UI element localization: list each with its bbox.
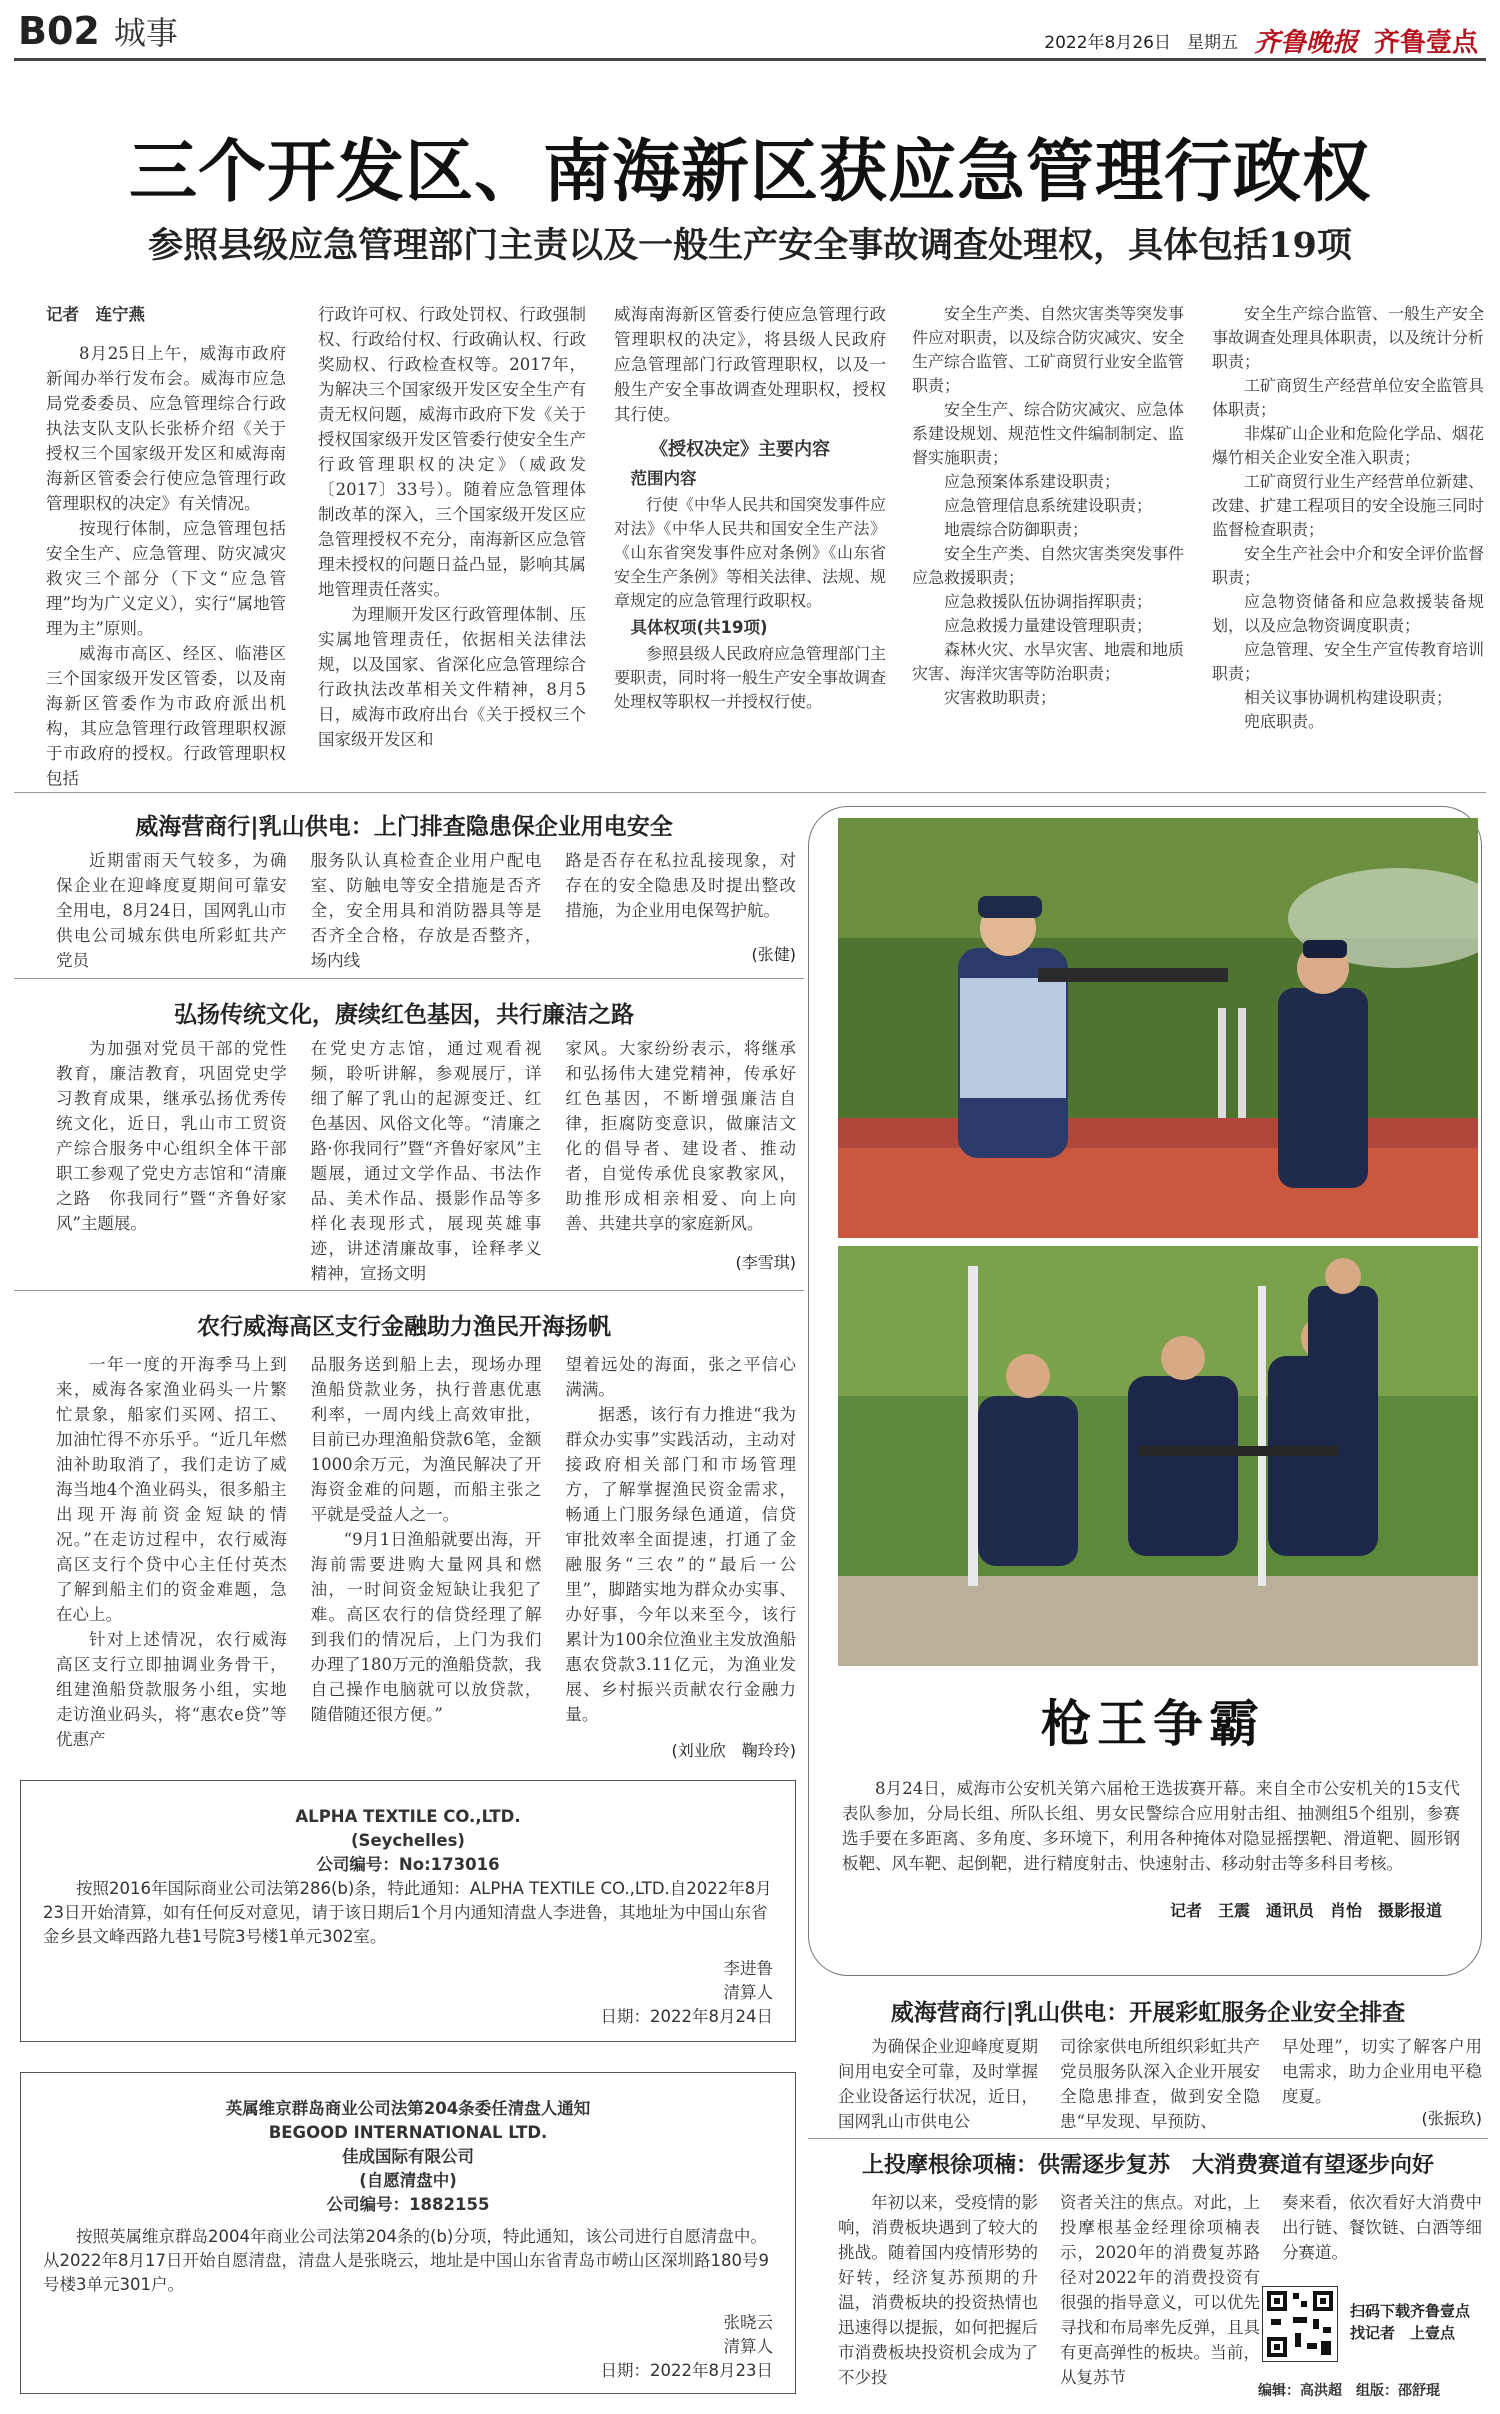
photo-feature-title: 枪王争霸 bbox=[1041, 1695, 1265, 1753]
duty-item: 应急物资储备和应急救援装备规划，以及应急物资调度职责； bbox=[1212, 592, 1484, 635]
lead-paragraph: 威海市高区、经区、临港区三个国家级开发区管委，以及南海新区管委作为市政府派出机构，其应急管理行政管理职权源于市政府的授权。行政管理职权包括 bbox=[46, 644, 286, 788]
story2-signature: (李雪琪) bbox=[735, 1253, 796, 1272]
qr-caption: 扫码下载齐鲁壹点 找记者 上壹点 bbox=[1350, 2302, 1471, 2342]
story1-paragraph: 服务队认真检查企业用户配电室、防触电等安全措施是否齐全，安全用具和消防器具等是否齐全合格，存放是否整齐，场内线 bbox=[310, 851, 542, 970]
notice2-heading: 英属维京群岛商业公司法第204条委任清盘人通知 bbox=[225, 2099, 591, 2118]
notice1-text: 按照2016年国际商业公司法第286(b)条，特此通知：ALPHA TEXTILE CO.,LTD.自2022年8月23日开始清算，如有任何反对意见，请于该日期后1个月内通知清盘人李进鲁，其地址为中国山东省金乡县文峰西路九巷1号院3号楼1单元302室。 bbox=[43, 1879, 772, 1946]
duty-item: 非煤矿山企业和危险化学品、烟花爆竹相关企业安全准入职责； bbox=[1212, 424, 1485, 467]
lead-paragraph: 威海南海新区管委行使应急管理行政管理职权的决定》，将县级人民政府应急管理部门行政管理职权，以及一般生产安全事故调查处理职权，授权其行使。 bbox=[614, 305, 886, 424]
photo-feature-paragraph: 8月24日，威海市公安机关第六届枪王选拔赛开幕。来自全市公安机关的15支代表队参加，分局长组、所队长组、男女民警综合应用射击组、抽测组5个组别，参赛选手要在多距离、多角度、多环境下，利用各种掩体对隐显摇摆靶、滑道靶、圆形钢板靶、风车靶、起倒靶，进行精度射击、快速射击、移动射击等多科目考核。 bbox=[842, 1779, 1460, 1873]
duty-item: 相关议事协调机构建设职责； bbox=[1244, 688, 1453, 707]
liquidation-notice-1 bbox=[20, 1780, 796, 2042]
notice2-role: 清算人 bbox=[723, 2337, 773, 2356]
lead-paragraph: 行使《中华人民共和国突发事件应对法》《中华人民共和国安全生产法》《山东省突发事件应对条例》《山东省安全生产条例》等相关法律、法规、规章规定的应急管理行政职权。 bbox=[614, 495, 887, 610]
duty-item: 应急预案体系建设职责； bbox=[944, 472, 1121, 491]
notice2-date: 日期：2022年8月23日 bbox=[600, 2361, 773, 2380]
story3-paragraph: 一年一度的开海季马上到来，威海各家渔业码头一片繁忙景象，船家们买网、招工、加油忙得不亦乐乎。“近几年燃油补助取消了，我们走访了威海当地4个渔业码头，很多船主出现开海前资金短缺的情况。”在走访过程中，农行威海高区支行个贷中心主任付英杰了解到船主们的资金难题，急在心上。 bbox=[56, 1355, 287, 1624]
story5-paragraph: 资者关注的焦点。对此，上投摩根基金经理徐项楠表示，2020年的消费复苏路径对2022年的消费投资有很强的指导意义，可以优先寻找和布局率先反弹，且具有更高弹性的板块。当前，从复苏节 bbox=[1060, 2193, 1260, 2387]
story5-body bbox=[838, 2190, 1482, 2390]
duty-item: 应急管理、安全生产宣传教育培训职责； bbox=[1212, 640, 1485, 683]
lead-column-4 bbox=[912, 302, 1184, 710]
story3-paragraph: 望着远处的海面，张之平信心满满。 bbox=[565, 1355, 797, 1399]
lead-headline: 三个开发区、南海新区获应急管理行政权 bbox=[128, 133, 1371, 212]
duty-item: 安全生产类、自然灾害类突发事件应急救援职责； bbox=[912, 544, 1185, 587]
duty-item: 安全生产社会中介和安全评价监督职责； bbox=[1212, 544, 1485, 587]
page-header-left bbox=[18, 8, 178, 54]
lead-byline: 记者 连宁燕 bbox=[46, 305, 145, 324]
page-header-right bbox=[1044, 22, 1478, 59]
story4-signature: (张振玖) bbox=[1421, 2109, 1482, 2128]
duty-item: 应急管理信息系统建设职责； bbox=[944, 496, 1153, 515]
issue-date: 2022年8月26日 bbox=[1044, 33, 1171, 53]
header-rule bbox=[14, 58, 1486, 61]
notice2-text: 按照英属维京群岛2004年商业公司法第204条的(b)分项，特此通知，该公司进行自愿清盘中。从2022年8月17日开始自愿清盘，清盘人是张晓云，地址是中国山东省青岛市崂山区深圳路180号9号楼3单元301户。 bbox=[43, 2227, 769, 2294]
duty-item: 工矿商贸生产经营单位安全监管具体职责； bbox=[1212, 376, 1485, 419]
notice1-number: 公司编号：No:173016 bbox=[316, 1855, 500, 1874]
story1-title: 威海营商行|乳山供电：上门排查隐患保企业用电安全 bbox=[135, 814, 673, 840]
lead-paragraph: 行政许可权、行政处罚权、行政强制权、行政给付权、行政确认权、行政奖励权、行政检查权等。2017年，为解决三个国家级开发区安全生产有责无权问题，威海市政府下发《关于授权国家级开发区管委行使安全生产行政管理职权的决定》（威政发〔2017〕33号）。随着应急管理体制改革的深入，三个国家级开发区应急管理授权不充分，南海新区应急管理未授权的问题日益凸显，影响其属地管理责任落实。 bbox=[318, 305, 586, 599]
story3-column bbox=[311, 1352, 542, 1752]
shooting-photo-1 bbox=[838, 818, 1478, 1238]
story5-paragraph: 年初以来，受疫情的影响，消费板块遇到了较大的挑战。随着国内疫情形势的好转，经济复苏预期的升温，消费板块的投资热情也迅速得以提振，如何把握后市消费板块投资机会成为了不少投 bbox=[838, 2193, 1038, 2387]
story3-paragraph: 品服务送到船上去，现场办理渔船贷款业务，执行普惠优惠利率，一周内线上高效审批，目前已办理渔船贷款6笔，金额1000余万元，为渔民解决了开海资金难的问题，而船主张之平就是受益人之一。 bbox=[310, 1355, 542, 1524]
notice1-date: 日期：2022年8月24日 bbox=[600, 2007, 773, 2026]
shooting-photo-1-image bbox=[838, 818, 1478, 1238]
story1-paragraph: 近期雷雨天气较多，为确保企业在迎峰度夏期间可靠安全用电，8月24日，国网乳山市供电公司城东供电所彩虹共产党员 bbox=[56, 851, 287, 970]
duty-item: 应急救援队伍协调指挥职责； bbox=[944, 592, 1153, 611]
section-divider bbox=[14, 978, 804, 979]
story2-paragraph: 为加强对党员干部的党性教育，廉洁教育，巩固党史学习教育成果，继承弘扬优秀传统文化，近日，乳山市工贸资产综合服务中心组织全体干部职工参观了党史方志馆和“清廉之路 你我同行”暨“齐鲁好家风”主题展。 bbox=[56, 1039, 287, 1233]
section-divider bbox=[14, 792, 1486, 793]
duty-item: 灾害救助职责； bbox=[944, 688, 1057, 707]
section-divider bbox=[14, 1290, 804, 1291]
story4-title: 威海营商行|乳山供电：开展彩虹服务企业安全排查 bbox=[890, 2000, 1406, 2026]
story1-paragraph: 路是否存在私拉乱接现象，对存在的安全隐患及时提出整改措施，为企业用电保驾护航。 bbox=[565, 851, 797, 920]
lead-subheading: 范围内容 bbox=[630, 469, 697, 488]
duty-item: 地震综合防御职责； bbox=[944, 520, 1089, 539]
notice2-number: 公司编号：1882155 bbox=[326, 2195, 490, 2214]
duty-item: 工矿商贸行业生产经营单位新建、改建、扩建工程项目的安全设施三同时监督检查职责； bbox=[1212, 472, 1485, 539]
lead-column-5 bbox=[1212, 302, 1484, 734]
section-name: 城事 bbox=[113, 14, 178, 52]
duty-item: 应急救援力量建设管理职责； bbox=[944, 616, 1153, 635]
qr-code-image bbox=[1263, 2287, 1337, 2361]
shooting-photo-2-image bbox=[838, 1246, 1478, 1666]
page-number: B02 bbox=[18, 9, 100, 53]
newspaper-logo: 齐鲁晚报 bbox=[1253, 28, 1358, 58]
story3-signature: (刘业欣 鞠玲玲) bbox=[671, 1741, 796, 1760]
notice1-role: 清算人 bbox=[723, 1983, 773, 2002]
lead-column-1 bbox=[46, 302, 286, 791]
duty-item: 安全生产、综合防灾减灾、应急体系建设规划、规范性文件编制制定、监督实施职责； bbox=[912, 400, 1185, 467]
story3-column bbox=[565, 1352, 796, 1752]
liquidation-notice-2 bbox=[20, 2072, 796, 2394]
story4-paragraph: 司徐家供电所组织彩虹共产党员服务队深入企业开展安全隐患排查，做到安全隐患“早发现、早预防、 bbox=[1060, 2037, 1260, 2131]
lead-column-3 bbox=[614, 302, 886, 714]
duty-item: 森林火灾、水旱灾害、地震和地质灾害、海洋灾害等防治职责； bbox=[912, 640, 1185, 683]
notice2-company: BEGOOD INTERNATIONAL LTD. bbox=[268, 2123, 548, 2142]
lead-paragraph: 8月25日上午，威海市政府新闻办举行发布会。威海市应急局党委委员、应急管理综合行政执法支队支队长张桥介绍《关于授权三个国家级开发区和威海南海新区管委会行使应急管理行政管理职权的决定》有关情况。 bbox=[46, 344, 286, 513]
duty-item: 安全生产类、自然灾害类等突发事件应对职责，以及综合防灾减灾、安全生产综合监管、工矿商贸行业安全监管职责； bbox=[912, 304, 1185, 395]
story3-paragraph: 针对上述情况，农行威海高区支行立即抽调业务骨干，组建渔船贷款服务小组，实地走访渔业码头，将“惠农e贷”等优惠产 bbox=[56, 1630, 287, 1749]
duty-item: 兜底职责。 bbox=[1244, 712, 1325, 731]
story3-paragraph: 据悉，该行有力推进“我为群众办实事”实践活动，主动对接政府相关部门和市场管理方，了解掌握渔民资金需求，畅通上门服务绿色通道，信贷审批效率全面提速，打通了金融服务“三农”的“最后一公里”，脚踏实地为群众办实事、办好事，今年以来至今，该行累计为100余位渔业主发放渔船惠农贷款3.11亿元，为渔业发展、乡村振兴贡献农行金融力量。 bbox=[565, 1405, 797, 1724]
notice1-company: ALPHA TEXTILE CO.,LTD. bbox=[295, 1807, 521, 1826]
story4-paragraph: 为确保企业迎峰度夏期间用电安全可靠，及时掌握企业设备运行状况，近日，国网乳山市供电公 bbox=[838, 2037, 1038, 2131]
story3-title: 农行威海高区支行金融助力渔民开海扬帆 bbox=[197, 1314, 611, 1340]
story5-paragraph: 奏来看，依次看好大消费中出行链、餐饮链、白酒等细分赛道。 bbox=[1282, 2193, 1482, 2262]
story2-paragraph: 家风。大家纷纷表示，将继承和弘扬伟大建党精神，传承好红色基因，不断增强廉洁自律，拒腐防变意识，做廉洁文化的倡导者、建设者、推动者，自觉传承优良家教家风，助推形成相亲相爱、向上向善、共建共享的家庭新风。 bbox=[565, 1039, 797, 1233]
story1-signature: (张健) bbox=[751, 945, 796, 964]
notice2-company-cn: 佳成国际有限公司 bbox=[342, 2147, 474, 2166]
issue-weekday: 星期五 bbox=[1186, 33, 1238, 53]
lead-paragraph: 参照县级人民政府应急管理部门主要职责，同时将一般生产安全事故调查处理权等职权一并授权行使。 bbox=[614, 644, 887, 711]
story4-paragraph: 早处理”，切实了解客户用电需求，助力企业用电平稳度夏。 bbox=[1282, 2037, 1482, 2106]
section-divider bbox=[808, 2138, 1488, 2139]
notice2-status: (自愿清盘中) bbox=[359, 2171, 457, 2190]
photo-feature-body bbox=[842, 1776, 1460, 1876]
lead-subhead: 参照县级应急管理部门主责以及一般生产安全事故调查处理权，具体包括19项 bbox=[148, 225, 1352, 266]
duty-item: 安全生产综合监管、一般生产安全事故调查处理具体职责，以及统计分析职责； bbox=[1212, 304, 1485, 371]
story2-title: 弘扬传统文化，赓续红色基因，共行廉洁之路 bbox=[174, 1002, 634, 1028]
app-logo: 齐鲁壹点 bbox=[1373, 28, 1478, 58]
notice1-signer: 李进鲁 bbox=[723, 1959, 773, 1978]
story2-paragraph: 在党史方志馆，通过观看视频，聆听讲解，参观展厅，详细了解了乳山的起源变迁、红色基因、风俗文化等。“清廉之路·你我同行”暨“齐鲁好家风”主题展，通过文学作品、书法作品、美术作品、摄影作品等多样化表现形式，展现英雄事迹，讲述清廉故事，诠释孝义精神，宣扬文明 bbox=[310, 1039, 542, 1283]
notice2-signer: 张晓云 bbox=[723, 2313, 773, 2332]
lead-paragraph: 为理顺开发区行政管理体制、压实属地管理责任，依据相关法律法规，以及国家、省深化应急管理综合行政执法改革相关文件精神，8月5日，威海市政府出台《关于授权三个国家级开发区和 bbox=[318, 605, 586, 749]
lead-column-2 bbox=[318, 302, 586, 752]
notice1-region: (Seychelles) bbox=[351, 1831, 465, 1850]
editor-credit: 编辑：高洪超 组版：邵舒琨 bbox=[1258, 2383, 1440, 2399]
story5-title: 上投摩根徐项楠：供需逐步复苏 大消费赛道有望逐步向好 bbox=[861, 2153, 1434, 2178]
story3-paragraph: “9月1日渔船就要出海，开海前需要进购大量网具和燃油，一时间资金短缺让我犯了难。高区农行的信贷经理了解到我们的情况后，上门为我们办理了180万元的渔船贷款，我自己操作电脑就可以放贷款，随借随还很方便。” bbox=[310, 1530, 542, 1724]
lead-paragraph: 按现行体制，应急管理包括安全生产、应急管理、防灾减灾救灾三个部分（下文“应急管理”均为广义定义），实行“属地管理为主”原则。 bbox=[46, 519, 286, 638]
qr-code[interactable] bbox=[1262, 2286, 1338, 2362]
story3-body bbox=[56, 1352, 796, 1752]
story3-column bbox=[56, 1352, 287, 1752]
lead-subheading: 具体权项(共19项) bbox=[630, 618, 768, 637]
shooting-photo-2 bbox=[838, 1246, 1478, 1666]
photo-feature-credit: 记者 王震 通讯员 肖怡 摄影报道 bbox=[1169, 1901, 1442, 1920]
lead-subheading: 《授权决定》主要内容 bbox=[650, 439, 830, 460]
story2-body bbox=[56, 1036, 796, 1286]
